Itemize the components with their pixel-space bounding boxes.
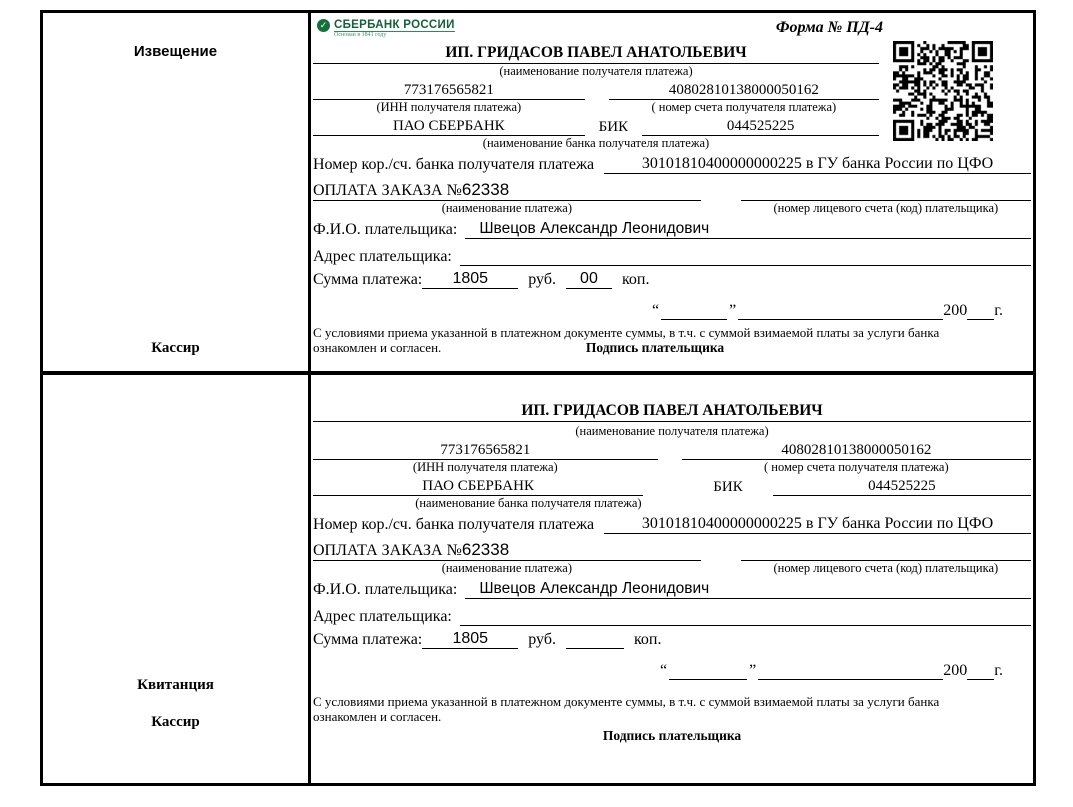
order-number: 62338 [461, 540, 510, 559]
payer-address-line [460, 606, 1031, 626]
form-number: Форма № ПД-4 [775, 19, 883, 36]
payer-address-line [460, 246, 1031, 266]
rub-label: руб. [528, 631, 556, 648]
payee-caption: (наименование получателя платежа) [575, 424, 769, 438]
close-quote: ” [749, 662, 757, 679]
notice-label: Извещение [133, 43, 218, 60]
sberbank-logo-text: СБЕРБАНК РОССИИ [334, 19, 455, 31]
payment-purpose-label: ОПЛАТА ЗАКАЗА № [313, 182, 462, 199]
account-value: 40802810138000050162 [609, 82, 879, 100]
corr-value: 30101810400000000225 в ГУ банка России по ЦФО [604, 155, 1031, 174]
order-number: 62338 [461, 180, 510, 199]
open-quote: “ [660, 662, 668, 679]
bik-value: 044525225 [773, 478, 1031, 496]
payer-name-row [313, 220, 1031, 239]
form-header [313, 17, 1031, 43]
payer-address-label: Адрес плательщика: [313, 248, 452, 265]
payee-name: ИП. ГРИДАСОВ ПАВЕЛ АНАТОЛЬЕВИЧ [313, 402, 1031, 422]
bank-name-value: ПАО СБЕРБАНК [313, 118, 585, 136]
personal-account-line [741, 541, 1031, 561]
year-prefix: 200 [943, 302, 968, 319]
date-day-line [669, 662, 747, 680]
sberbank-logo-tagline: Основан в 1841 году [334, 32, 387, 38]
receipt-form [311, 375, 1033, 783]
date-year-line [967, 302, 994, 320]
receipt-label: Квитанция [137, 677, 214, 693]
inn-caption: (ИНН получателя платежа) [376, 100, 522, 114]
date-row [313, 656, 1031, 680]
date-month-line [758, 662, 943, 680]
signature-label: Подпись плательщика [585, 340, 725, 355]
amount-kop-value: 00 [566, 270, 612, 289]
kop-label: коп. [633, 631, 662, 648]
payer-name-row [313, 580, 1031, 599]
amount-row [313, 270, 1031, 289]
sberbank-logo [317, 19, 455, 38]
amount-rub-value: 1805 [422, 270, 518, 289]
personal-account-caption: (номер лицевого счета (код) плательщика) [773, 561, 999, 575]
payment-purpose-row [313, 537, 1031, 561]
bank-caption: (наименование банка получателя платежа) [482, 136, 710, 150]
year-suffix: г. [994, 302, 1003, 319]
inn-value: 773176565821 [313, 442, 658, 460]
payment-purpose-row [313, 177, 1031, 201]
year-prefix: 200 [943, 662, 968, 679]
payer-address-row [313, 244, 1031, 266]
personal-account-line [741, 181, 1031, 201]
amount-label: Сумма платежа: [313, 271, 423, 288]
open-quote: “ [652, 302, 660, 319]
year-suffix: г. [994, 662, 1003, 679]
agreement-line2-text: ознакомлен и согласен. [313, 709, 442, 724]
payer-name-label: Ф.И.О. плательщика: [313, 221, 458, 238]
agreement-line1: С условиями приема указанной в платежном документе суммы, в т.ч. с суммой взимаемой платы за услуги банка [313, 694, 940, 709]
notice-left-cell [43, 13, 311, 371]
payer-address-row [313, 604, 1031, 626]
payer-name-value: Швецов Александр Леонидович [465, 220, 1031, 239]
personal-account-caption: (номер лицевого счета (код) плательщика) [773, 201, 999, 215]
corr-label: Номер кор./сч. банка получателя платежа [313, 516, 595, 533]
corr-label: Номер кор./сч. банка получателя платежа [313, 156, 595, 173]
inn-caption: (ИНН получателя платежа) [412, 460, 558, 474]
qr-code [893, 41, 993, 141]
amount-label: Сумма платежа: [313, 631, 423, 648]
date-month-line [738, 302, 943, 320]
corr-account-row [313, 155, 1031, 174]
payee-caption: (наименование получателя платежа) [499, 64, 693, 78]
notice-section [43, 13, 1033, 375]
payer-name-label: Ф.И.О. плательщика: [313, 581, 458, 598]
payment-caption: (наименование платежа) [441, 561, 573, 575]
amount-kop-value [566, 648, 624, 649]
inn-value: 773176565821 [313, 82, 585, 100]
receipt-section [43, 375, 1033, 783]
account-value: 40802810138000050162 [682, 442, 1031, 460]
sberbank-logo-icon: ✓ [317, 19, 330, 32]
agreement-line2 [313, 340, 1031, 355]
agreement-line2 [313, 709, 1031, 724]
payer-name-value: Швецов Александр Леонидович [465, 580, 1031, 599]
date-row [313, 296, 1031, 320]
corr-value: 30101810400000000225 в ГУ банка России по ЦФО [604, 515, 1031, 534]
bik-value: 044525225 [642, 118, 879, 136]
bank-name-value: ПАО СБЕРБАНК [313, 478, 643, 496]
corr-account-row [313, 515, 1031, 534]
receipt-left-cell [43, 375, 311, 783]
payee-name: ИП. ГРИДАСОВ ПАВЕЛ АНАТОЛЬЕВИЧ [313, 44, 879, 64]
bik-label: БИК [713, 479, 743, 495]
bik-label: БИК [598, 119, 629, 135]
cashier-label: Кассир [151, 714, 200, 730]
account-caption: ( номер счета получателя платежа) [651, 100, 837, 114]
payment-slip-pd4 [40, 10, 1036, 786]
rub-label: руб. [528, 271, 556, 288]
close-quote: ” [729, 302, 737, 319]
account-caption: ( номер счета получателя платежа) [763, 460, 949, 474]
agreement-line2-text: ознакомлен и согласен. [313, 340, 442, 355]
agreement-line1: С условиями приема указанной в платежном документе суммы, в т.ч. с суммой взимаемой платы за услуги банка [313, 325, 940, 340]
amount-rub-value: 1805 [422, 630, 518, 649]
signature-label: Подпись плательщика [602, 728, 742, 743]
payment-purpose-label: ОПЛАТА ЗАКАЗА № [313, 542, 462, 559]
amount-row [313, 630, 1031, 649]
notice-form [311, 13, 1033, 371]
bank-caption: (наименование банка получателя платежа) [415, 496, 642, 510]
payer-address-label: Адрес плательщика: [313, 608, 452, 625]
payment-caption: (наименование платежа) [441, 201, 573, 215]
cashier-label: Кассир [151, 340, 200, 356]
kop-label: коп. [621, 271, 650, 288]
date-year-line [967, 662, 994, 680]
date-day-line [661, 302, 727, 320]
